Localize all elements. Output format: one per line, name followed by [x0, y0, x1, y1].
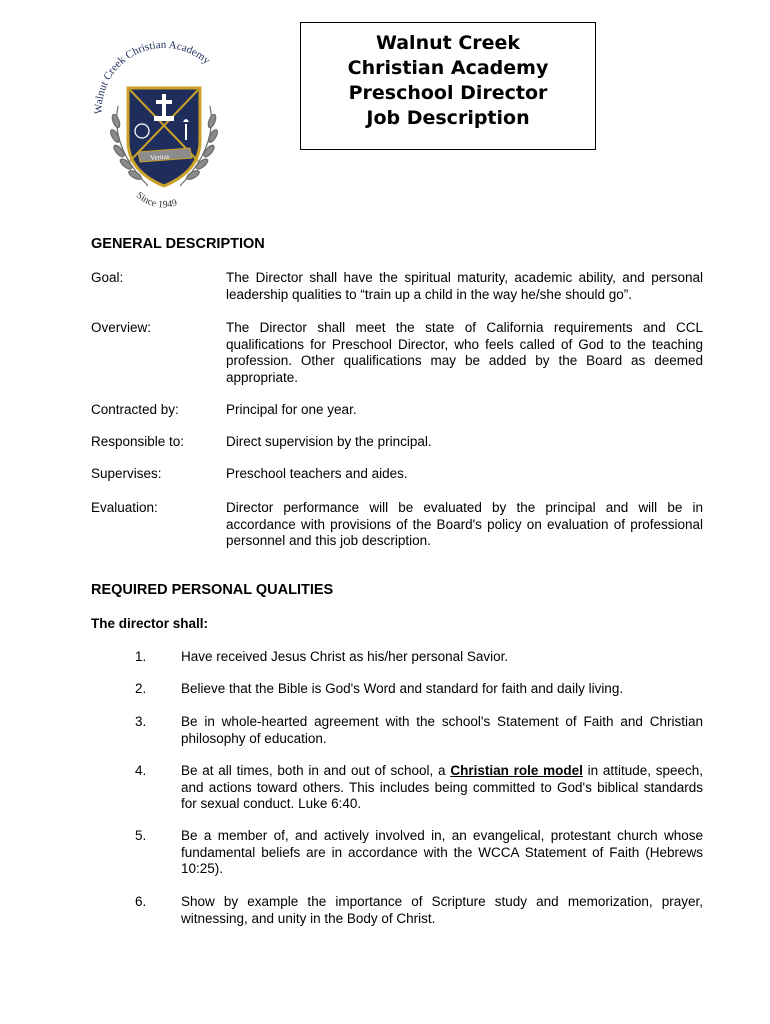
overview-text: The Director shall meet the state of California requirements and CCL qualifications for Preschool Director, who feels called of God to the teaching profession. Other qualifications may be added by the Board as deemed appropriate. [226, 320, 703, 385]
list-item-number: 3. [135, 714, 147, 729]
general-description-heading: GENERAL DESCRIPTION [91, 236, 265, 252]
school-crest-logo [88, 36, 238, 214]
list-item-number: 4. [135, 763, 147, 778]
contracted-by-label: Contracted by: [91, 402, 179, 417]
crest-ribbon-text: Veritas [149, 152, 170, 162]
responsible-to-label: Responsible to: [91, 434, 185, 449]
crest-icon [88, 36, 238, 214]
christian-role-model-emphasis: Christian role model [450, 763, 583, 778]
list-item: Show by example the importance of Scripture study and memorization, prayer, witnessing, and unity in the Body of Christ. [181, 894, 703, 926]
overview-label: Overview: [91, 320, 152, 335]
list-item: Have received Jesus Christ as his/her personal Savior. [181, 649, 509, 664]
required-qualities-heading: REQUIRED PERSONAL QUALITIES [91, 582, 334, 598]
crest-since-text: Since 1949 [133, 189, 179, 211]
list-item-text-before: Be at all times, both in and out of school, a [181, 763, 451, 778]
list-item-text-after: in attitude, speech, and actions toward others. This includes being committed to God's biblical standards for sexual conduct. Luke 6:40. [181, 763, 704, 811]
title-line-4: Job Description [366, 107, 530, 129]
list-item [181, 763, 703, 813]
supervises-label: Supervises: [91, 466, 162, 481]
list-item-number: 2. [135, 681, 147, 696]
list-item-number: 6. [135, 894, 147, 909]
list-item: Be a member of, and actively involved in, an evangelical, protestant church whose fundamental beliefs are in accordance with the WCCA Statement of Faith (Hebrews 10:25). [181, 828, 703, 876]
responsible-to-text: Direct supervision by the principal. [226, 434, 432, 449]
contracted-by-text: Principal for one year. [226, 402, 357, 417]
supervises-text: Preschool teachers and aides. [226, 466, 408, 481]
list-item: Be in whole-hearted agreement with the school's Statement of Faith and Christian philosophy of education. [181, 714, 703, 746]
document-title-box [300, 22, 596, 150]
title-line-1: Walnut Creek [375, 32, 521, 54]
list-item-number: 1. [135, 649, 147, 664]
list-item: Believe that the Bible is God's Word and standard for faith and daily living. [181, 681, 624, 696]
crest-arc-text: Walnut Creek Christian Academy [92, 38, 213, 115]
goal-text: The Director shall have the spiritual maturity, academic ability, and personal leadership qualities to “train up a child in the way he/she should go”. [226, 270, 703, 302]
goal-label: Goal: [91, 270, 124, 285]
title-line-3: Preschool Director [348, 82, 548, 104]
evaluation-text: Director performance will be evaluated by the principal and will be in accordance with provisions of the Board's policy on evaluation of professional personnel and this job description. [226, 500, 703, 548]
svg-text:Since 1949 [134, 190, 178, 211]
director-shall-subheading: The director shall: [91, 616, 209, 631]
title-line-2: Christian Academy [347, 57, 549, 79]
list-item-number: 5. [135, 828, 147, 843]
evaluation-label: Evaluation: [91, 500, 158, 515]
